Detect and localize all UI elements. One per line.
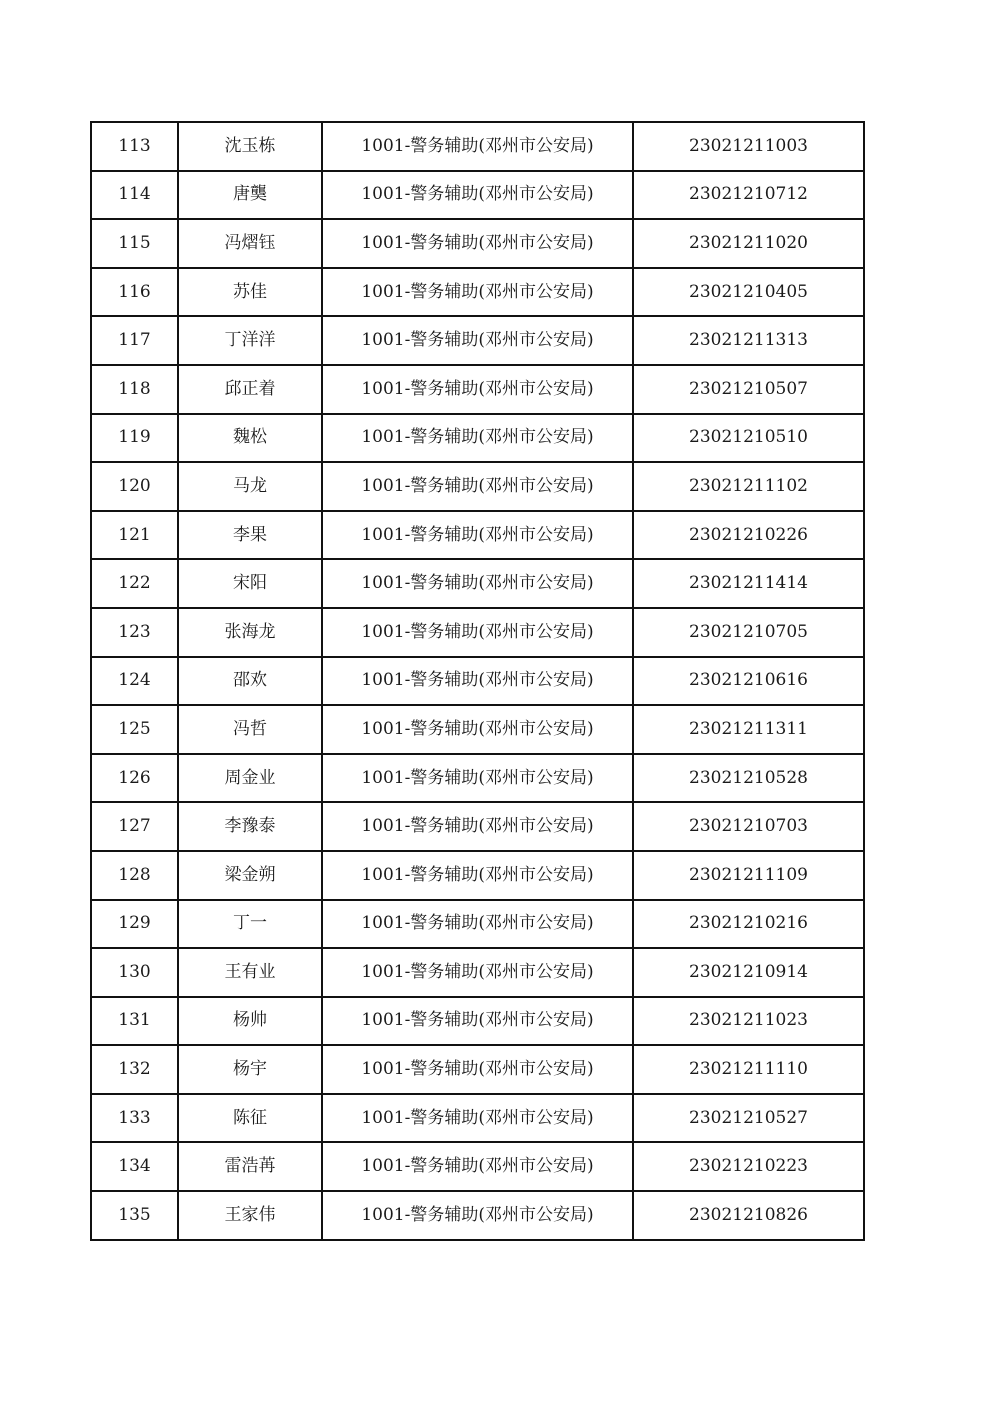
row-number: 131 bbox=[91, 997, 178, 1046]
row-number: 122 bbox=[91, 559, 178, 608]
position-code: 1001-警务辅助(邓州市公安局) bbox=[322, 1142, 633, 1191]
position-code: 1001-警务辅助(邓州市公安局) bbox=[322, 414, 633, 463]
exam-ticket-number: 23021210216 bbox=[633, 900, 864, 949]
position-code: 1001-警务辅助(邓州市公安局) bbox=[322, 802, 633, 851]
candidate-name: 杨宇 bbox=[178, 1045, 322, 1094]
exam-ticket-number: 23021210616 bbox=[633, 657, 864, 706]
table-row bbox=[91, 219, 864, 268]
exam-ticket-number: 23021211023 bbox=[633, 997, 864, 1046]
row-number: 119 bbox=[91, 414, 178, 463]
row-number: 117 bbox=[91, 316, 178, 365]
row-number: 114 bbox=[91, 171, 178, 220]
candidate-name: 宋阳 bbox=[178, 559, 322, 608]
table-row bbox=[91, 559, 864, 608]
candidate-name: 魏松 bbox=[178, 414, 322, 463]
position-code: 1001-警务辅助(邓州市公安局) bbox=[322, 900, 633, 949]
table-row bbox=[91, 1094, 864, 1143]
candidate-name: 沈玉栋 bbox=[178, 122, 322, 171]
candidate-name: 冯哲 bbox=[178, 705, 322, 754]
exam-ticket-number: 23021211102 bbox=[633, 462, 864, 511]
table-row bbox=[91, 171, 864, 220]
position-code: 1001-警务辅助(邓州市公安局) bbox=[322, 462, 633, 511]
exam-ticket-number: 23021211020 bbox=[633, 219, 864, 268]
table-row bbox=[91, 705, 864, 754]
candidate-name: 雷浩苒 bbox=[178, 1142, 322, 1191]
exam-ticket-number: 23021210507 bbox=[633, 365, 864, 414]
candidate-table bbox=[90, 121, 865, 1241]
exam-ticket-number: 23021210405 bbox=[633, 268, 864, 317]
table-row bbox=[91, 268, 864, 317]
candidate-name: 马龙 bbox=[178, 462, 322, 511]
row-number: 133 bbox=[91, 1094, 178, 1143]
table-row bbox=[91, 365, 864, 414]
exam-ticket-number: 23021210703 bbox=[633, 802, 864, 851]
candidate-name: 丁一 bbox=[178, 900, 322, 949]
candidate-name: 邵欢 bbox=[178, 657, 322, 706]
exam-ticket-number: 23021210226 bbox=[633, 511, 864, 560]
table-row bbox=[91, 462, 864, 511]
table-row bbox=[91, 754, 864, 803]
row-number: 134 bbox=[91, 1142, 178, 1191]
exam-ticket-number: 23021211110 bbox=[633, 1045, 864, 1094]
table-row bbox=[91, 414, 864, 463]
row-number: 118 bbox=[91, 365, 178, 414]
exam-ticket-number: 23021210527 bbox=[633, 1094, 864, 1143]
row-number: 129 bbox=[91, 900, 178, 949]
table-row bbox=[91, 1045, 864, 1094]
row-number: 120 bbox=[91, 462, 178, 511]
position-code: 1001-警务辅助(邓州市公安局) bbox=[322, 365, 633, 414]
table-row bbox=[91, 657, 864, 706]
exam-ticket-number: 23021210528 bbox=[633, 754, 864, 803]
candidate-name: 李果 bbox=[178, 511, 322, 560]
table-row bbox=[91, 608, 864, 657]
row-number: 121 bbox=[91, 511, 178, 560]
table-row bbox=[91, 802, 864, 851]
exam-ticket-number: 23021210826 bbox=[633, 1191, 864, 1240]
position-code: 1001-警务辅助(邓州市公安局) bbox=[322, 657, 633, 706]
position-code: 1001-警务辅助(邓州市公安局) bbox=[322, 851, 633, 900]
exam-ticket-number: 23021211313 bbox=[633, 316, 864, 365]
position-code: 1001-警务辅助(邓州市公安局) bbox=[322, 948, 633, 997]
table-row bbox=[91, 122, 864, 171]
row-number: 124 bbox=[91, 657, 178, 706]
row-number: 132 bbox=[91, 1045, 178, 1094]
table-row bbox=[91, 997, 864, 1046]
candidate-name: 王家伟 bbox=[178, 1191, 322, 1240]
row-number: 130 bbox=[91, 948, 178, 997]
exam-ticket-number: 23021210510 bbox=[633, 414, 864, 463]
position-code: 1001-警务辅助(邓州市公安局) bbox=[322, 171, 633, 220]
table-row bbox=[91, 851, 864, 900]
candidate-table-body bbox=[91, 122, 864, 1240]
position-code: 1001-警务辅助(邓州市公安局) bbox=[322, 997, 633, 1046]
position-code: 1001-警务辅助(邓州市公安局) bbox=[322, 608, 633, 657]
exam-ticket-number: 23021210705 bbox=[633, 608, 864, 657]
candidate-name: 唐龑 bbox=[178, 171, 322, 220]
candidate-name: 邱正着 bbox=[178, 365, 322, 414]
row-number: 125 bbox=[91, 705, 178, 754]
row-number: 127 bbox=[91, 802, 178, 851]
row-number: 115 bbox=[91, 219, 178, 268]
exam-ticket-number: 23021210223 bbox=[633, 1142, 864, 1191]
position-code: 1001-警务辅助(邓州市公安局) bbox=[322, 754, 633, 803]
position-code: 1001-警务辅助(邓州市公安局) bbox=[322, 268, 633, 317]
candidate-name: 梁金朔 bbox=[178, 851, 322, 900]
position-code: 1001-警务辅助(邓州市公安局) bbox=[322, 1094, 633, 1143]
position-code: 1001-警务辅助(邓州市公安局) bbox=[322, 559, 633, 608]
row-number: 135 bbox=[91, 1191, 178, 1240]
table-row bbox=[91, 948, 864, 997]
candidate-name: 王有业 bbox=[178, 948, 322, 997]
candidate-name: 周金业 bbox=[178, 754, 322, 803]
position-code: 1001-警务辅助(邓州市公安局) bbox=[322, 705, 633, 754]
exam-ticket-number: 23021211109 bbox=[633, 851, 864, 900]
exam-ticket-number: 23021211311 bbox=[633, 705, 864, 754]
candidate-name: 张海龙 bbox=[178, 608, 322, 657]
table-row bbox=[91, 511, 864, 560]
exam-ticket-number: 23021210712 bbox=[633, 171, 864, 220]
candidate-name: 冯熠钰 bbox=[178, 219, 322, 268]
row-number: 128 bbox=[91, 851, 178, 900]
candidate-name: 苏佳 bbox=[178, 268, 322, 317]
row-number: 116 bbox=[91, 268, 178, 317]
table-row bbox=[91, 1191, 864, 1240]
row-number: 123 bbox=[91, 608, 178, 657]
candidate-name: 陈征 bbox=[178, 1094, 322, 1143]
position-code: 1001-警务辅助(邓州市公安局) bbox=[322, 122, 633, 171]
position-code: 1001-警务辅助(邓州市公安局) bbox=[322, 219, 633, 268]
position-code: 1001-警务辅助(邓州市公安局) bbox=[322, 316, 633, 365]
position-code: 1001-警务辅助(邓州市公安局) bbox=[322, 1045, 633, 1094]
row-number: 113 bbox=[91, 122, 178, 171]
table-row bbox=[91, 1142, 864, 1191]
exam-ticket-number: 23021211003 bbox=[633, 122, 864, 171]
exam-ticket-number: 23021211414 bbox=[633, 559, 864, 608]
candidate-name: 杨帅 bbox=[178, 997, 322, 1046]
row-number: 126 bbox=[91, 754, 178, 803]
table-row bbox=[91, 316, 864, 365]
candidate-name: 李豫泰 bbox=[178, 802, 322, 851]
candidate-name: 丁洋洋 bbox=[178, 316, 322, 365]
position-code: 1001-警务辅助(邓州市公安局) bbox=[322, 1191, 633, 1240]
table-row bbox=[91, 900, 864, 949]
position-code: 1001-警务辅助(邓州市公安局) bbox=[322, 511, 633, 560]
exam-ticket-number: 23021210914 bbox=[633, 948, 864, 997]
